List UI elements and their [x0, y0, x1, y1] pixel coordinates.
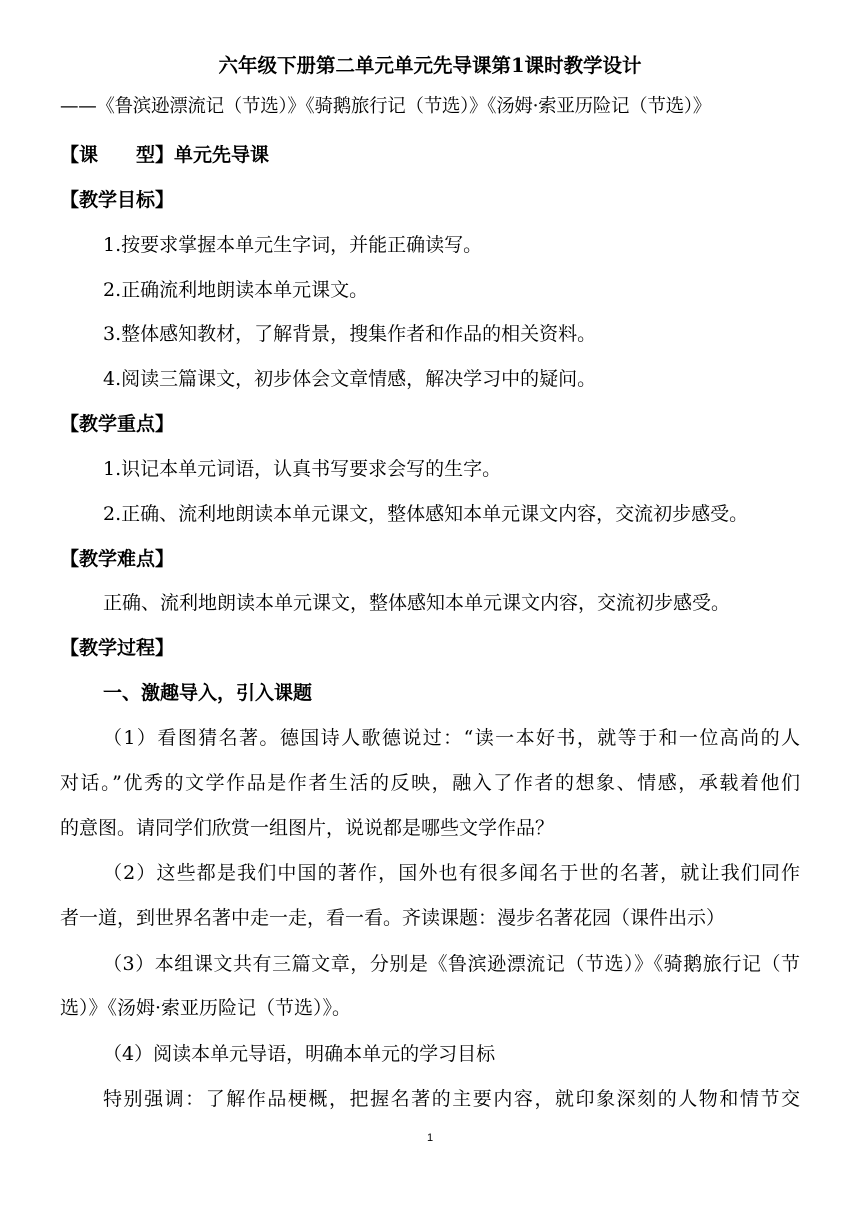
document-title: 六年级下册第二单元单元先导课第1课时教学设计 [218, 54, 642, 77]
objective-item: 2.正确流利地朗读本单元课文。 [103, 279, 369, 301]
section-title: 一、激趣导入，引入课题 [103, 682, 313, 704]
objective-item: 1.按要求掌握本单元生字词，并能正确读写。 [103, 234, 483, 256]
key-points-heading: 【教学重点】 [60, 413, 175, 435]
objectives-heading: 【教学目标】 [60, 189, 175, 211]
paragraph-line: （4）阅读本单元导语，明确本单元的学习目标 [103, 1043, 496, 1065]
paragraph-line: 选）》《汤姆·索亚历险记（节选）》。 [60, 997, 352, 1019]
paragraph-line: （3）本组课文共有三篇文章，分别是《鲁滨逊漂流记（节选）》《骑鹅旅行记（节 [103, 953, 800, 975]
page-number: 1 [426, 1132, 434, 1144]
key-point-item: 2.正确、流利地朗读本单元课文，整体感知本单元课文内容，交流初步感受。 [103, 503, 749, 525]
paragraph-line: 者一道，到世界名著中走一走，看一看。齐读课题：漫步名著花园（课件出示） [60, 907, 726, 929]
paragraph-line: 的意图。请同学们欣赏一组图片，说说都是哪些文学作品？ [60, 817, 555, 839]
paragraph-line: 对话。”优秀的文学作品是作者生活的反映，融入了作者的想象、情感，承载着他们 [60, 772, 800, 794]
process-heading: 【教学过程】 [60, 637, 175, 659]
key-point-item: 1.识记本单元词语，认真书写要求会写的生字。 [103, 458, 502, 480]
paragraph-line: （1）看图猜名著。德国诗人歌德说过：“读一本好书，就等于和一位高尚的人 [103, 727, 800, 749]
course-type: 【课 型】单元先导课 [60, 144, 270, 166]
objective-item: 3.整体感知教材，了解背景，搜集作者和作品的相关资料。 [103, 323, 597, 345]
document-subtitle: ——《鲁滨逊漂流记（节选）》《骑鹅旅行记（节选）》《汤姆·索亚历险记（节选）》 [60, 96, 711, 117]
paragraph-line: 特别强调：了解作品梗概，把握名著的主要内容，就印象深刻的人物和情节交 [103, 1088, 800, 1110]
paragraph-line: （2）这些都是我们中国的著作，国外也有很多闻名于世的名著，就让我们同作 [103, 862, 800, 884]
difficulties-heading: 【教学难点】 [60, 548, 175, 570]
difficulties-text: 正确、流利地朗读本单元课文，整体感知本单元课文内容，交流初步感受。 [103, 592, 731, 614]
objective-item: 4.阅读三篇课文，初步体会文章情感，解决学习中的疑问。 [103, 368, 597, 390]
